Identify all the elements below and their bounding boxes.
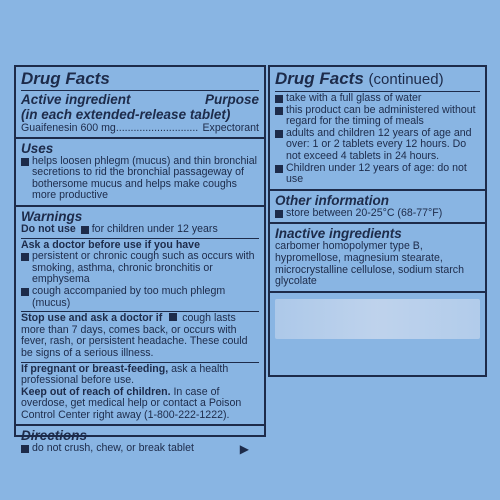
continued-suffix: (continued) [368, 71, 444, 88]
other-information-section [270, 191, 485, 225]
directions-section [16, 426, 264, 458]
stop-use-text: cough lasts more than 7 days, comes back, or occurs with fever, rash, or persistent headache. These could be signs of a serious illness. [21, 312, 248, 359]
directions-heading: Directions [21, 428, 88, 444]
warnings-heading: Warnings [21, 208, 83, 224]
other-information-item: store between 20-25°C (68-77°F) [286, 206, 443, 219]
bullet-square-icon [275, 107, 283, 115]
bullet-square-icon [275, 165, 283, 173]
bullet-square-icon [275, 95, 283, 103]
directions-item: adults and children 12 years of age and over: 1 or 2 tablets every 12 hours. Do not exceed 4 tablets in 24 hours. [286, 126, 472, 162]
ingredient-dots: ............................ [115, 123, 199, 134]
inactive-ingredients-text: carbomer homopolymer type B, hypromellose, magnesium stearate, microcrystalline cellulose, sodium starch glycolate [275, 240, 464, 288]
stop-use-label: Stop use and ask a doctor if [21, 312, 163, 325]
ask-doctor-item: cough accompanied by too much phlegm (mucus) [32, 284, 226, 309]
drug-facts-panel-right [268, 65, 487, 377]
ingredient-name: Guaifenesin 600 mg [21, 122, 116, 134]
drug-facts-continued-title: Drug Facts [275, 69, 364, 88]
do-not-use-text: for children under 12 years [91, 222, 218, 235]
active-ingredient-subheading: (in each extended-release tablet) [21, 107, 231, 122]
active-ingredient-heading: Active ingredient [21, 92, 131, 107]
continue-arrow-icon: ▶ [239, 442, 249, 457]
uses-heading: Uses [21, 140, 54, 156]
directions-item: this product can be administered without regard for the timing of meals [286, 103, 476, 128]
directions-item: Children under 12 years of age: do not use [286, 161, 467, 186]
active-ingredient-section [16, 67, 264, 139]
bullet-square-icon [169, 313, 177, 321]
ingredient-purpose: Expectorant [202, 122, 259, 134]
keep-out-label: Keep out of reach of children. [21, 385, 171, 398]
other-information-heading: Other information [275, 192, 389, 208]
redacted-section [270, 293, 485, 342]
do-not-use-label: Do not use [21, 222, 76, 235]
uses-text: helps loosen phlegm (mucus) and thin bronchial secretions to rid the bronchial passageway of bothersome mucus and helps make coughs more productive [32, 154, 257, 202]
ask-doctor-item: persistent or chronic cough such as occurs with smoking, asthma, chronic bronchitis or emphysema [32, 250, 255, 286]
bullet-square-icon [81, 226, 89, 234]
keep-out-text: In case of overdose, get medical help or contact a Poison Control Center right away (1-800-222-1222). [21, 385, 242, 421]
directions-item: take with a full glass of water [286, 92, 422, 104]
directions-text: do not crush, chew, or break tablet [32, 442, 194, 455]
pregnant-label: If pregnant or breast-feeding, [21, 362, 169, 375]
bullet-square-icon [275, 210, 283, 218]
pregnant-text: ask a health professional before use. [21, 362, 229, 387]
drug-facts-panel-left [14, 65, 266, 457]
bullet-square-icon [21, 253, 29, 261]
bullet-square-icon [21, 445, 29, 453]
redacted-blur-block [275, 299, 480, 339]
inactive-ingredients-section [270, 224, 485, 292]
uses-section [16, 139, 264, 207]
directions-continued-section [270, 67, 485, 191]
warnings-section [16, 207, 264, 427]
bullet-square-icon [21, 288, 29, 296]
bullet-square-icon [21, 158, 29, 166]
ask-doctor-heading: Ask a doctor before use if you have [21, 238, 200, 251]
drug-facts-title: Drug Facts [21, 69, 110, 88]
inactive-ingredients-heading: Inactive ingredients [275, 226, 402, 242]
purpose-heading: Purpose [204, 92, 259, 107]
divider [21, 90, 259, 91]
bullet-square-icon [275, 130, 283, 138]
